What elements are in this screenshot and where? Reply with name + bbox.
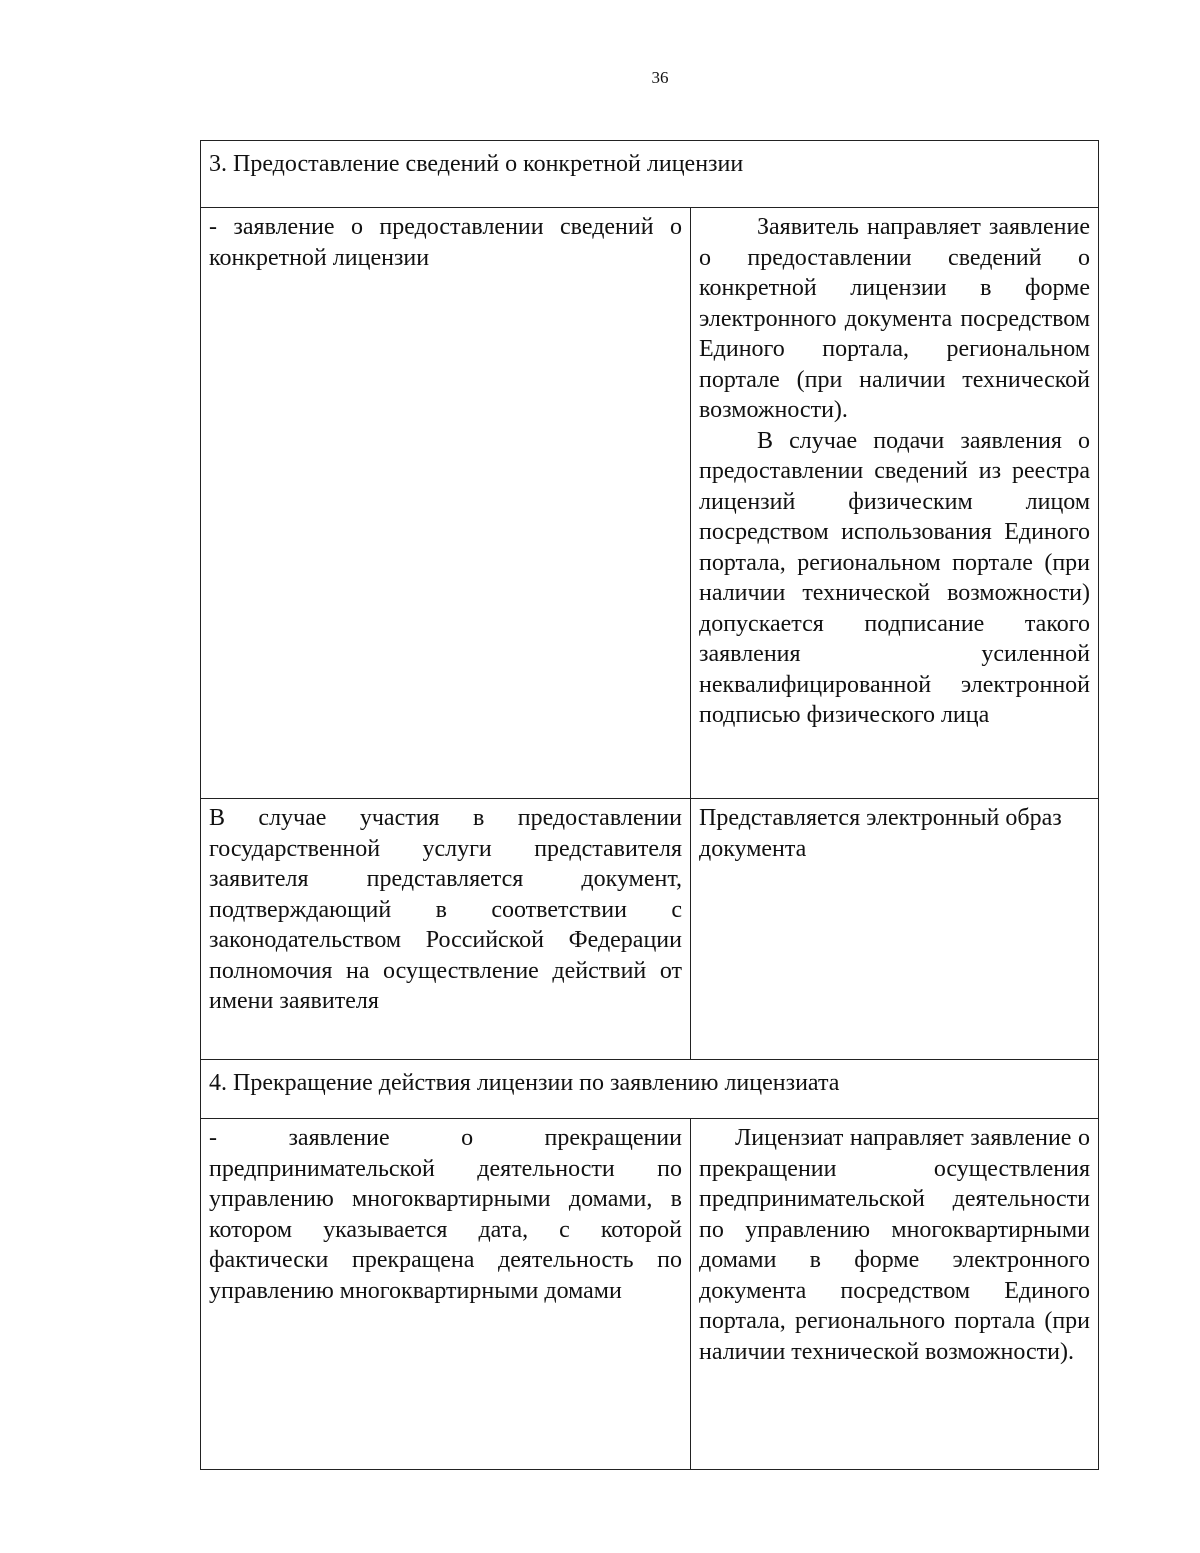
document-cell: - заявление о предоставлении сведений о конкретной лицензии [201, 208, 691, 799]
table-row [201, 141, 1099, 208]
page-number: 36 [651, 68, 669, 87]
requirement-cell [691, 1119, 1099, 1470]
requirement-paragraph: Лицензиат направляет заявление о прекращении осуществления предпринимательской деятельности по управлению многоквартирными домами в форме электронного документа посредством Единого портала, регионального портала (при наличии технической возможности). [699, 1125, 1091, 1365]
section-heading: 4. Прекращение действия лицензии по заявлению лицензиата [201, 1060, 1099, 1119]
table-row [201, 1060, 1099, 1119]
document-cell: - заявление о прекращении предпринимательской деятельности по управлению многоквартирными домами, в котором указывается дата, с которой фактически прекращена деятельность по управлению многоквартирными домами [201, 1119, 691, 1470]
requirement-paragraph: В случае подачи заявления о предоставлении сведений из реестра лицензий физическим лицом посредством использования Единого портала, региональном портале (при наличии технической возможности) допускается подписание такого заявления усиленной неквалифицированной электронной подписью физического лица [699, 427, 1091, 728]
requirement-cell [691, 208, 1099, 799]
table-row [201, 208, 1099, 799]
table-row [201, 799, 1099, 1060]
requirement-paragraph: Представляется электронный образ документа [699, 805, 1062, 862]
requirement-paragraph: Заявитель направляет заявление о предоставлении сведений о конкретной лицензии в форме электронного документа посредством Единого портала, региональном портале (при наличии технической возможности). [699, 214, 1091, 423]
document-cell: В случае участия в предоставлении государственной услуги представителя заявителя представляется документ, подтверждающий в соответствии с законодательством Российской Федерации полномочия на осуществление действий от имени заявителя [201, 799, 691, 1060]
table-row [201, 1119, 1099, 1470]
documents-table [200, 140, 1099, 1470]
section-heading: 3. Предоставление сведений о конкретной лицензии [201, 141, 1099, 208]
requirement-cell [691, 799, 1099, 1060]
